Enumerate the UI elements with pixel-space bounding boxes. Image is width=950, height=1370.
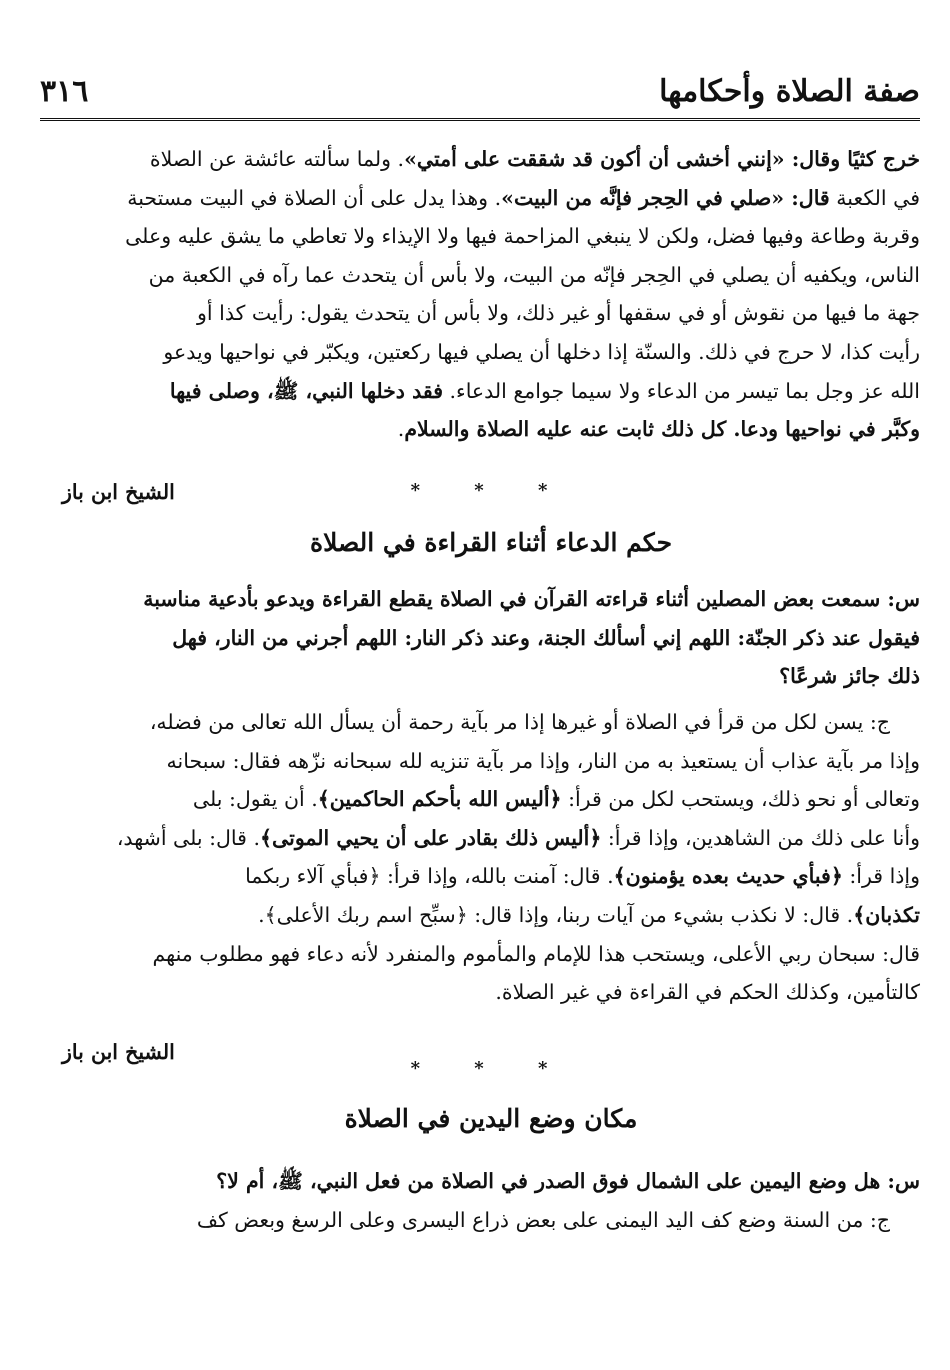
question-paragraph — [62, 580, 920, 696]
section-separator: * * * — [410, 480, 572, 501]
section-heading: مكان وضع اليدين في الصلاة — [344, 1104, 638, 1133]
page-number: ٣١٦ — [40, 74, 89, 109]
text-line: الناس، ويكفيه أن يصلي في الحِجر فإنّه من البيت، ولا بأس أن يتحدث عما رآه في الكعبة من — [148, 262, 920, 287]
text-line: ج: من السنة وضع كف اليد اليمنى على بعض ذراع اليسرى وعلى الرسغ وبعض كف — [196, 1207, 890, 1232]
section-separator: * * * — [410, 1058, 572, 1079]
text-line: رأيت كذا، لا حرج في ذلك. والسنّة إذا دخلها أن يصلي فيها ركعتين، ويكبّر في نواحيها ويدعو — [163, 339, 920, 364]
text-line: كالتأمين، وكذلك الحكم في القراءة في غير الصلاة. — [495, 980, 920, 1005]
text-line: جهة ما فيها من نقوش أو في سقفها أو غير ذلك، ولا بأس أن يتحدث يقول: رأيت كذا أو — [197, 301, 920, 326]
text-line: س: هل وضع اليمين على الشمال فوق الصدر في الصلاة من فعل النبي، ﷺ، أم لا؟ — [216, 1169, 920, 1193]
answer-paragraph — [62, 703, 920, 1012]
separator-row — [62, 1058, 920, 1092]
page-header — [40, 68, 920, 121]
text-line: في الكعبة قال: «صلي في الحِجر فإنَّه من البيت». وهذا يدل على أن الصلاة في البيت مستحبة — [127, 185, 920, 210]
signature: الشيخ ابن باز — [62, 1040, 175, 1064]
signature: الشيخ ابن باز — [62, 480, 175, 504]
text-line: ج: يسن لكل من قرأ في الصلاة أو غيرها إذا مر بآية رحمة أن يسأل الله تعالى من فضله، — [149, 710, 890, 734]
text-line: خرج كثيًا وقال: «إنني أخشى أن أكون قد شققت على أمتي». ولما سألته عائشة عن الصلاة — [149, 147, 920, 171]
text-line: وإذا مر بآية عذاب أن يستعيذ به من النار، وإذا مر بآية تنزيه لله سبحانه نزّهه فقال: سبحانه — [166, 748, 920, 773]
text-line: فيقول عند ذكر الجنّة: اللهم إني أسألك الجنة، وعند ذكر النار: اللهم أجرني من النار، فهل — [172, 625, 920, 650]
section-heading: حكم الدعاء أثناء القراءة في الصلاة — [309, 528, 673, 557]
text-line: تكذبان﴾. قال: لا نكذب بشيء من آيات ربنا، وإذا قال: ﴿سبِّح اسم ربك الأعلى﴾. — [258, 902, 920, 927]
paragraph-kaaba-prayer — [62, 140, 920, 449]
text-line: وأنا على ذلك من الشاهدين، وإذا قرأ: ﴿أليس ذلك بقادر على أن يحيي الموتى﴾. قال: بلى أشهد، — [116, 825, 920, 850]
text-line: قال: سبحان ربي الأعلى، ويستحب هذا للإمام والمأموم والمنفرد لأنه دعاء فهو مطلوب منهم — [152, 941, 920, 966]
running-title: صفة الصلاة وأحكامها — [659, 74, 920, 109]
text-line: وقربة وطاعة وفيها فضل، ولكن لا ينبغي المزاحمة فيها ولا الإيذاء ولا تعاطي ما يشق عليه وعلى — [125, 224, 920, 249]
signature-row — [62, 480, 920, 514]
text-line: وتعالى أو نحو ذلك، ويستحب لكل من قرأ: ﴿أليس الله بأحكم الحاكمين﴾. أن يقول: بلى — [192, 787, 920, 812]
text-line: ذلك جائز شرعًا؟ — [779, 664, 920, 689]
text-line: وكبَّر في نواحيها ودعا. كل ذلك ثابت عنه عليه الصلاة والسلام. — [397, 417, 920, 442]
text-line: الله عز وجل بما تيسر من الدعاء ولا سيما جوامع الدعاء. فقد دخلها النبي، ﷺ، وصلى فيها — [169, 378, 920, 403]
text-line: وإذا قرأ: ﴿فبأي حديث بعده يؤمنون﴾. قال: آمنت بالله، وإذا قرأ: ﴿فبأي آلاء ربكما — [245, 864, 920, 889]
question-answer-paragraph — [62, 1162, 920, 1239]
text-line: س: سمعت بعض المصلين أثناء قراءته القرآن في الصلاة يقطع القراءة ويدعو بأدعية مناسبة — [143, 587, 920, 611]
